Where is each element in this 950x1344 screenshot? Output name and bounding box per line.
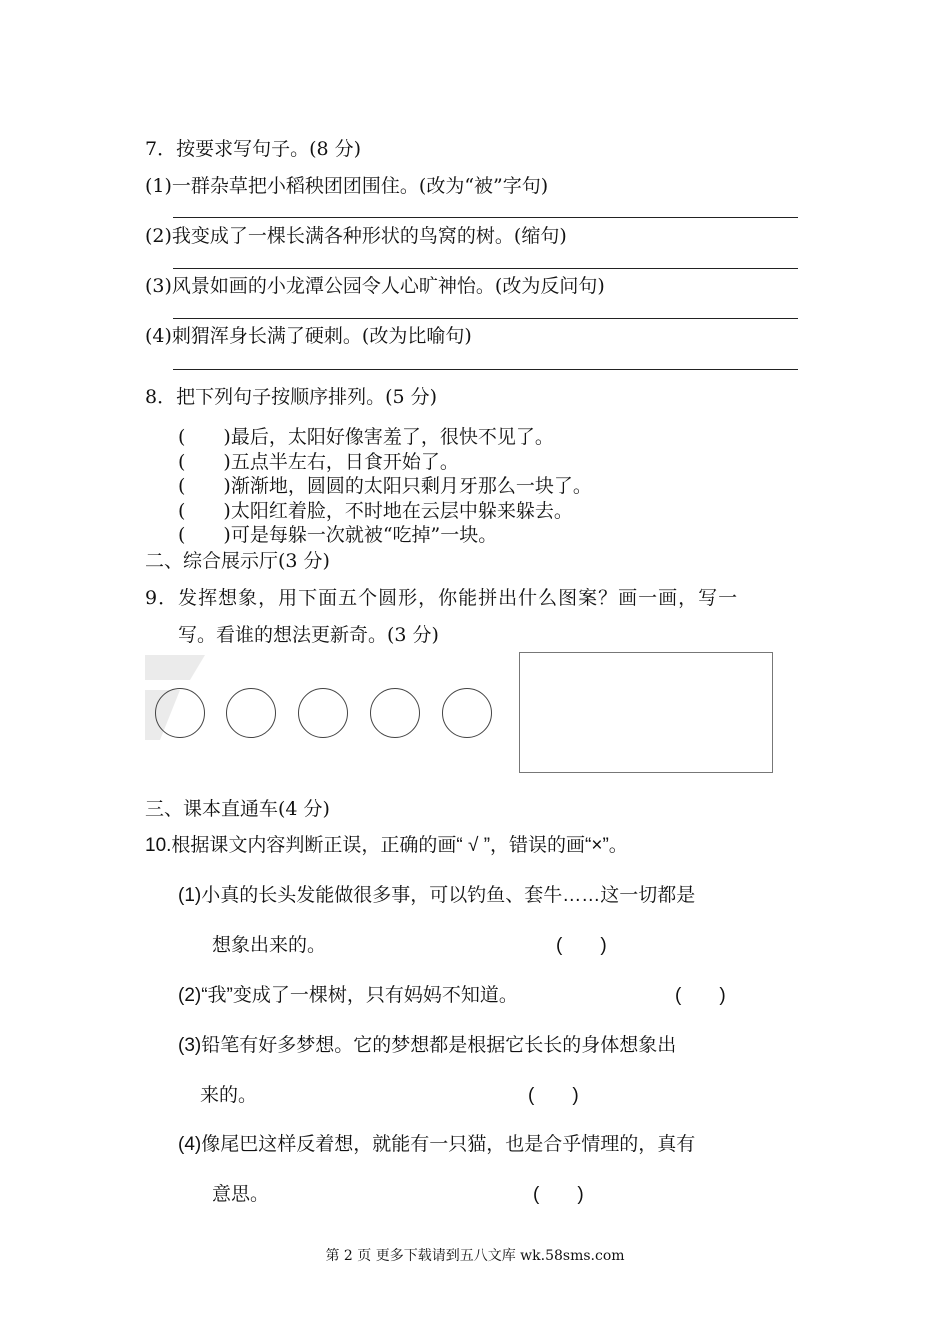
q7-item-3: (3)风景如画的小龙潭公园令人心旷神怡。(改为反问句)	[145, 275, 605, 297]
q7-item-2: (2)我变成了一棵长满各种形状的鸟窝的树。(缩句)	[145, 225, 567, 247]
q10-item-2-line-1: (2)“我”变成了一棵树，只有妈妈不知道。	[178, 985, 518, 1006]
q10-item-4-line-2: 意思。	[212, 1184, 270, 1205]
drawing-box[interactable]	[519, 652, 773, 773]
answer-line-1[interactable]	[173, 217, 798, 218]
q9-line-2: 写。看谁的想法更新奇。(3 分)	[178, 624, 439, 646]
q10-item-1-line-1: (1)小真的长头发能做很多事，可以钓鱼、套牛……这一切都是	[178, 885, 696, 906]
q10-item-1-blank[interactable]: ( )	[556, 935, 607, 956]
q8-title: 8．把下列句子按顺序排列。(5 分)	[145, 386, 438, 408]
circle-shape-5	[442, 688, 492, 738]
q8-item-2[interactable]: ( )五点半左右，日食开始了。	[178, 451, 459, 473]
q9-line-1: 9．发挥想象，用下面五个圆形，你能拼出什么图案？画一画，写一	[145, 587, 739, 609]
q8-item-4[interactable]: ( )太阳红着脸，不时地在云层中躲来躲去。	[178, 500, 573, 522]
circle-shape-1	[155, 688, 205, 738]
section-2-heading: 二、综合展示厅(3 分)	[145, 550, 330, 572]
q8-item-1[interactable]: ( )最后，太阳好像害羞了，很快不见了。	[178, 426, 554, 448]
q7-item-1: (1)一群杂草把小稻秧团团围住。(改为“被”字句)	[145, 175, 549, 197]
q10-item-3-blank[interactable]: ( )	[528, 1085, 579, 1106]
q10-title: 10.根据课文内容判断正误，正确的画“ √ ”，错误的画“×”。	[145, 835, 628, 856]
circle-shape-2	[226, 688, 276, 738]
answer-line-4[interactable]	[173, 369, 798, 370]
q10-item-4-blank[interactable]: ( )	[533, 1184, 584, 1205]
q10-item-1-line-2: 想象出来的。	[212, 935, 327, 956]
page-footer: 第 2 页 更多下载请到五八文库 wk.58sms.com	[325, 1248, 625, 1264]
q8-item-5[interactable]: ( )可是每躲一次就被“吃掉”一块。	[178, 524, 498, 546]
circle-shape-3	[298, 688, 348, 738]
answer-line-2[interactable]	[173, 268, 798, 269]
circle-shape-4	[370, 688, 420, 738]
q10-item-2-blank[interactable]: ( )	[675, 985, 726, 1006]
q10-item-3-line-2: 来的。	[200, 1085, 258, 1106]
q8-item-3[interactable]: ( )渐渐地，圆圆的太阳只剩月牙那么一块了。	[178, 475, 592, 497]
q7-title: 7．按要求写句子。(8 分)	[145, 138, 362, 160]
section-3-heading: 三、课本直通车(4 分)	[145, 798, 330, 820]
answer-line-3[interactable]	[173, 318, 798, 319]
q7-item-4: (4)刺猬浑身长满了硬刺。(改为比喻句)	[145, 325, 472, 347]
q10-item-4-line-1: (4)像尾巴这样反着想，就能有一只猫，也是合乎情理的，真有	[178, 1134, 696, 1155]
q10-item-3-line-1: (3)铅笔有好多梦想。它的梦想都是根据它长长的身体想象出	[178, 1035, 677, 1056]
